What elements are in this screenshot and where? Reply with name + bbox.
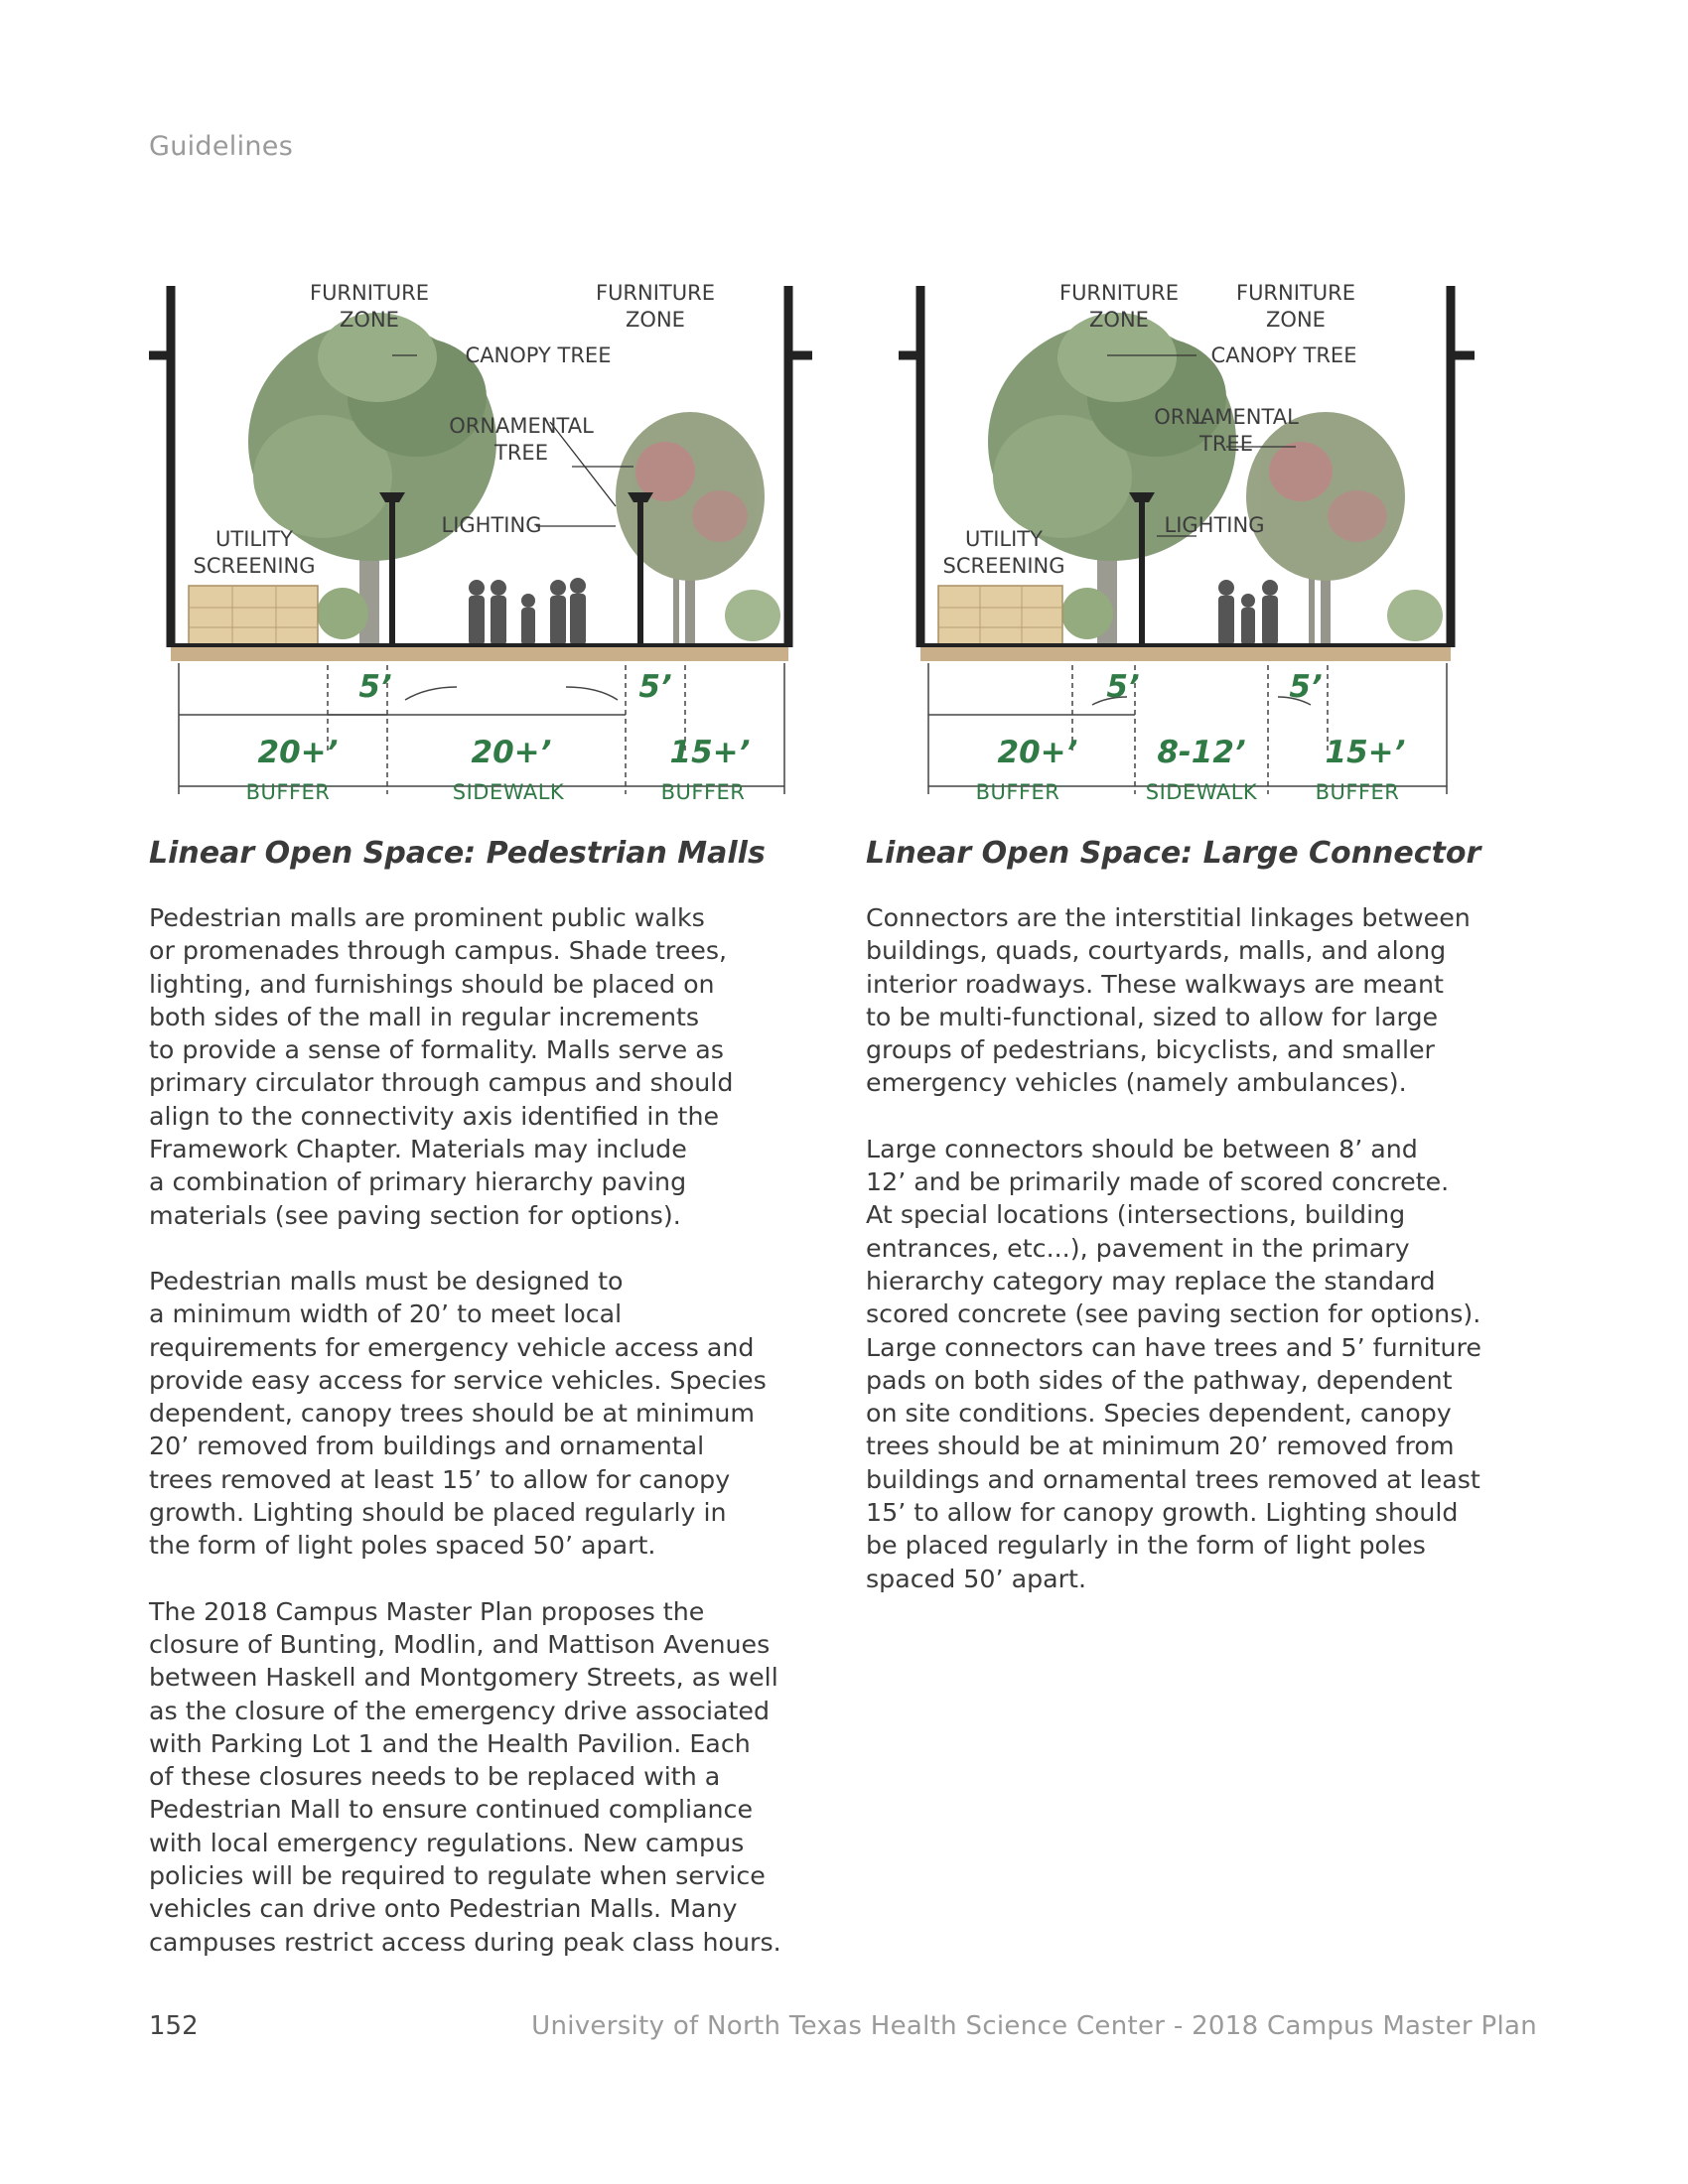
furniture-zone-label-left: FURNITURE xyxy=(309,281,430,305)
pedestrians xyxy=(1218,580,1278,645)
zone-label-sidewalk: SIDEWALK xyxy=(452,780,565,804)
utility-screening-wall xyxy=(938,586,1062,647)
zone-label-buffer-left: BUFFER xyxy=(975,780,1060,804)
section-drawing xyxy=(899,238,1574,804)
buffer-width-right: 15+’ xyxy=(1325,735,1406,770)
section-heading-large-connector: Linear Open Space: Large Connector xyxy=(866,836,1481,871)
sidewalk-width: 20+’ xyxy=(471,735,552,770)
furniture-zone-label-right: FURNITURE xyxy=(595,281,716,305)
shrub xyxy=(1387,590,1443,641)
section-label: Guidelines xyxy=(149,131,294,162)
furniture-width-left: 5’ xyxy=(1106,669,1140,705)
pedestrian-malls-body xyxy=(149,901,834,1991)
ornamental-tree-label: ORNAMENTAL xyxy=(449,414,594,438)
section-drawing xyxy=(149,238,824,804)
large-connector-section-diagram xyxy=(899,238,1574,804)
ornamental-tree-label: TREE xyxy=(494,441,548,465)
lighting-label: LIGHTING xyxy=(441,513,542,537)
right-building-wall xyxy=(788,286,812,647)
furniture-zone-label-right: ZONE xyxy=(626,308,685,332)
utility-screening-label: UTILITY xyxy=(965,527,1043,551)
shrub xyxy=(725,590,780,641)
furniture-width-right: 5’ xyxy=(1289,669,1323,705)
large-connector-body xyxy=(866,901,1551,1628)
zone-label-buffer-right: BUFFER xyxy=(1315,780,1400,804)
canopy-tree-label: CANOPY TREE xyxy=(465,343,612,367)
canopy-tree-label: CANOPY TREE xyxy=(1210,343,1357,367)
zone-label-buffer-left: BUFFER xyxy=(245,780,331,804)
buffer-width-left: 20+’ xyxy=(257,735,339,770)
sidewalk-width: 8-12’ xyxy=(1157,735,1246,770)
shrub xyxy=(1061,588,1113,639)
body-paragraph: Pedestrian malls must be designed to a minimum width of 20’ to meet local requirements for emergency vehicle access and provide easy access for service vehicles. Species dependent, canopy trees should be at minimum 20’ removed from buildings and ornamental trees removed at least 15’ to allow for canopy growth. Lighting should be placed regularly in the form of light poles spaced 50’ apart. xyxy=(149,1266,767,1561)
section-heading-pedestrian-malls: Linear Open Space: Pedestrian Malls xyxy=(149,836,766,871)
body-paragraph: Connectors are the interstitial linkages between buildings, quads, courtyards, malls, and along interior roadways. These walkways are meant to be multi-functional, sized to allow for large groups of pedestrians, bicyclists, and smaller emergency vehicles (namely ambulances). xyxy=(866,903,1471,1098)
furniture-width-left: 5’ xyxy=(358,669,392,705)
ground xyxy=(171,645,788,661)
furniture-zone-label-right: FURNITURE xyxy=(1235,281,1356,305)
furniture-zone-label-right: ZONE xyxy=(1266,308,1326,332)
furniture-width-right: 5’ xyxy=(638,669,672,705)
left-building-wall xyxy=(899,286,920,647)
furniture-zone-label-left: ZONE xyxy=(340,308,399,332)
utility-screening-label: SCREENING xyxy=(193,554,316,578)
document-title: University of North Texas Health Science Center - 2018 Campus Master Plan xyxy=(531,2011,1537,2041)
dimension-lines xyxy=(928,663,1447,794)
body-paragraph: Pedestrian malls are prominent public walks or promenades through campus. Shade trees, lighting, and furnishings should be placed on both sides of the mall in regular increments to provide a sense of formality. Malls serve as primary circulator through campus and should align to the connectivity axis identified in the Framework Chapter. Materials may include a combination of primary hierarchy paving materials (see paving section for options). xyxy=(149,903,734,1230)
dimension-lines xyxy=(179,663,784,794)
body-paragraph: Large connectors should be between 8’ and 12’ and be primarily made of scored concrete. At special locations (intersections, building entrances, etc...), pavement in the primary hierarchy category may replace the standard scored concrete (see paving section for options). Large connectors can have trees and 5’ furniture pads on both sides of the pathway, dependent on site conditions. Species dependent, canopy trees should be at minimum 20’ removed from buildings and ornamental trees removed at least 15’ to allow for canopy growth. Lighting should be placed regularly in the form of light poles spaced 50’ apart. xyxy=(866,1134,1481,1593)
utility-screening-label: UTILITY xyxy=(215,527,293,551)
left-building-wall xyxy=(149,286,171,647)
furniture-zone-label-left: ZONE xyxy=(1089,308,1149,332)
ornamental-tree-label: TREE xyxy=(1199,432,1253,456)
utility-screening-label: SCREENING xyxy=(942,554,1065,578)
shrub xyxy=(317,588,368,639)
furniture-zone-label-left: FURNITURE xyxy=(1058,281,1180,305)
page-number: 152 xyxy=(149,2011,199,2041)
pedestrians xyxy=(469,578,586,645)
buffer-width-right: 15+’ xyxy=(669,735,751,770)
lighting-label: LIGHTING xyxy=(1164,513,1265,537)
ornamental-tree-label: ORNAMENTAL xyxy=(1154,405,1299,429)
pedestrian-mall-section-diagram xyxy=(149,238,824,804)
right-building-wall xyxy=(1451,286,1475,647)
zone-label-buffer-right: BUFFER xyxy=(660,780,746,804)
body-paragraph: The 2018 Campus Master Plan proposes the closure of Bunting, Modlin, and Mattison Avenues between Haskell and Montgomery Streets, as well as the closure of the emergency drive associated with Parking Lot 1 and the Health Pavilion. Each of these closures needs to be replaced with a Pedestrian Mall to ensure continued compliance with local emergency regulations. New campus policies will be required to regulate when service vehicles can drive onto Pedestrian Malls. Many campuses restrict access during peak class hours. xyxy=(149,1596,781,1957)
buffer-width-left: 20+’ xyxy=(997,735,1078,770)
ground xyxy=(920,645,1451,661)
zone-label-sidewalk: SIDEWALK xyxy=(1145,780,1258,804)
utility-screening-wall xyxy=(189,586,318,647)
